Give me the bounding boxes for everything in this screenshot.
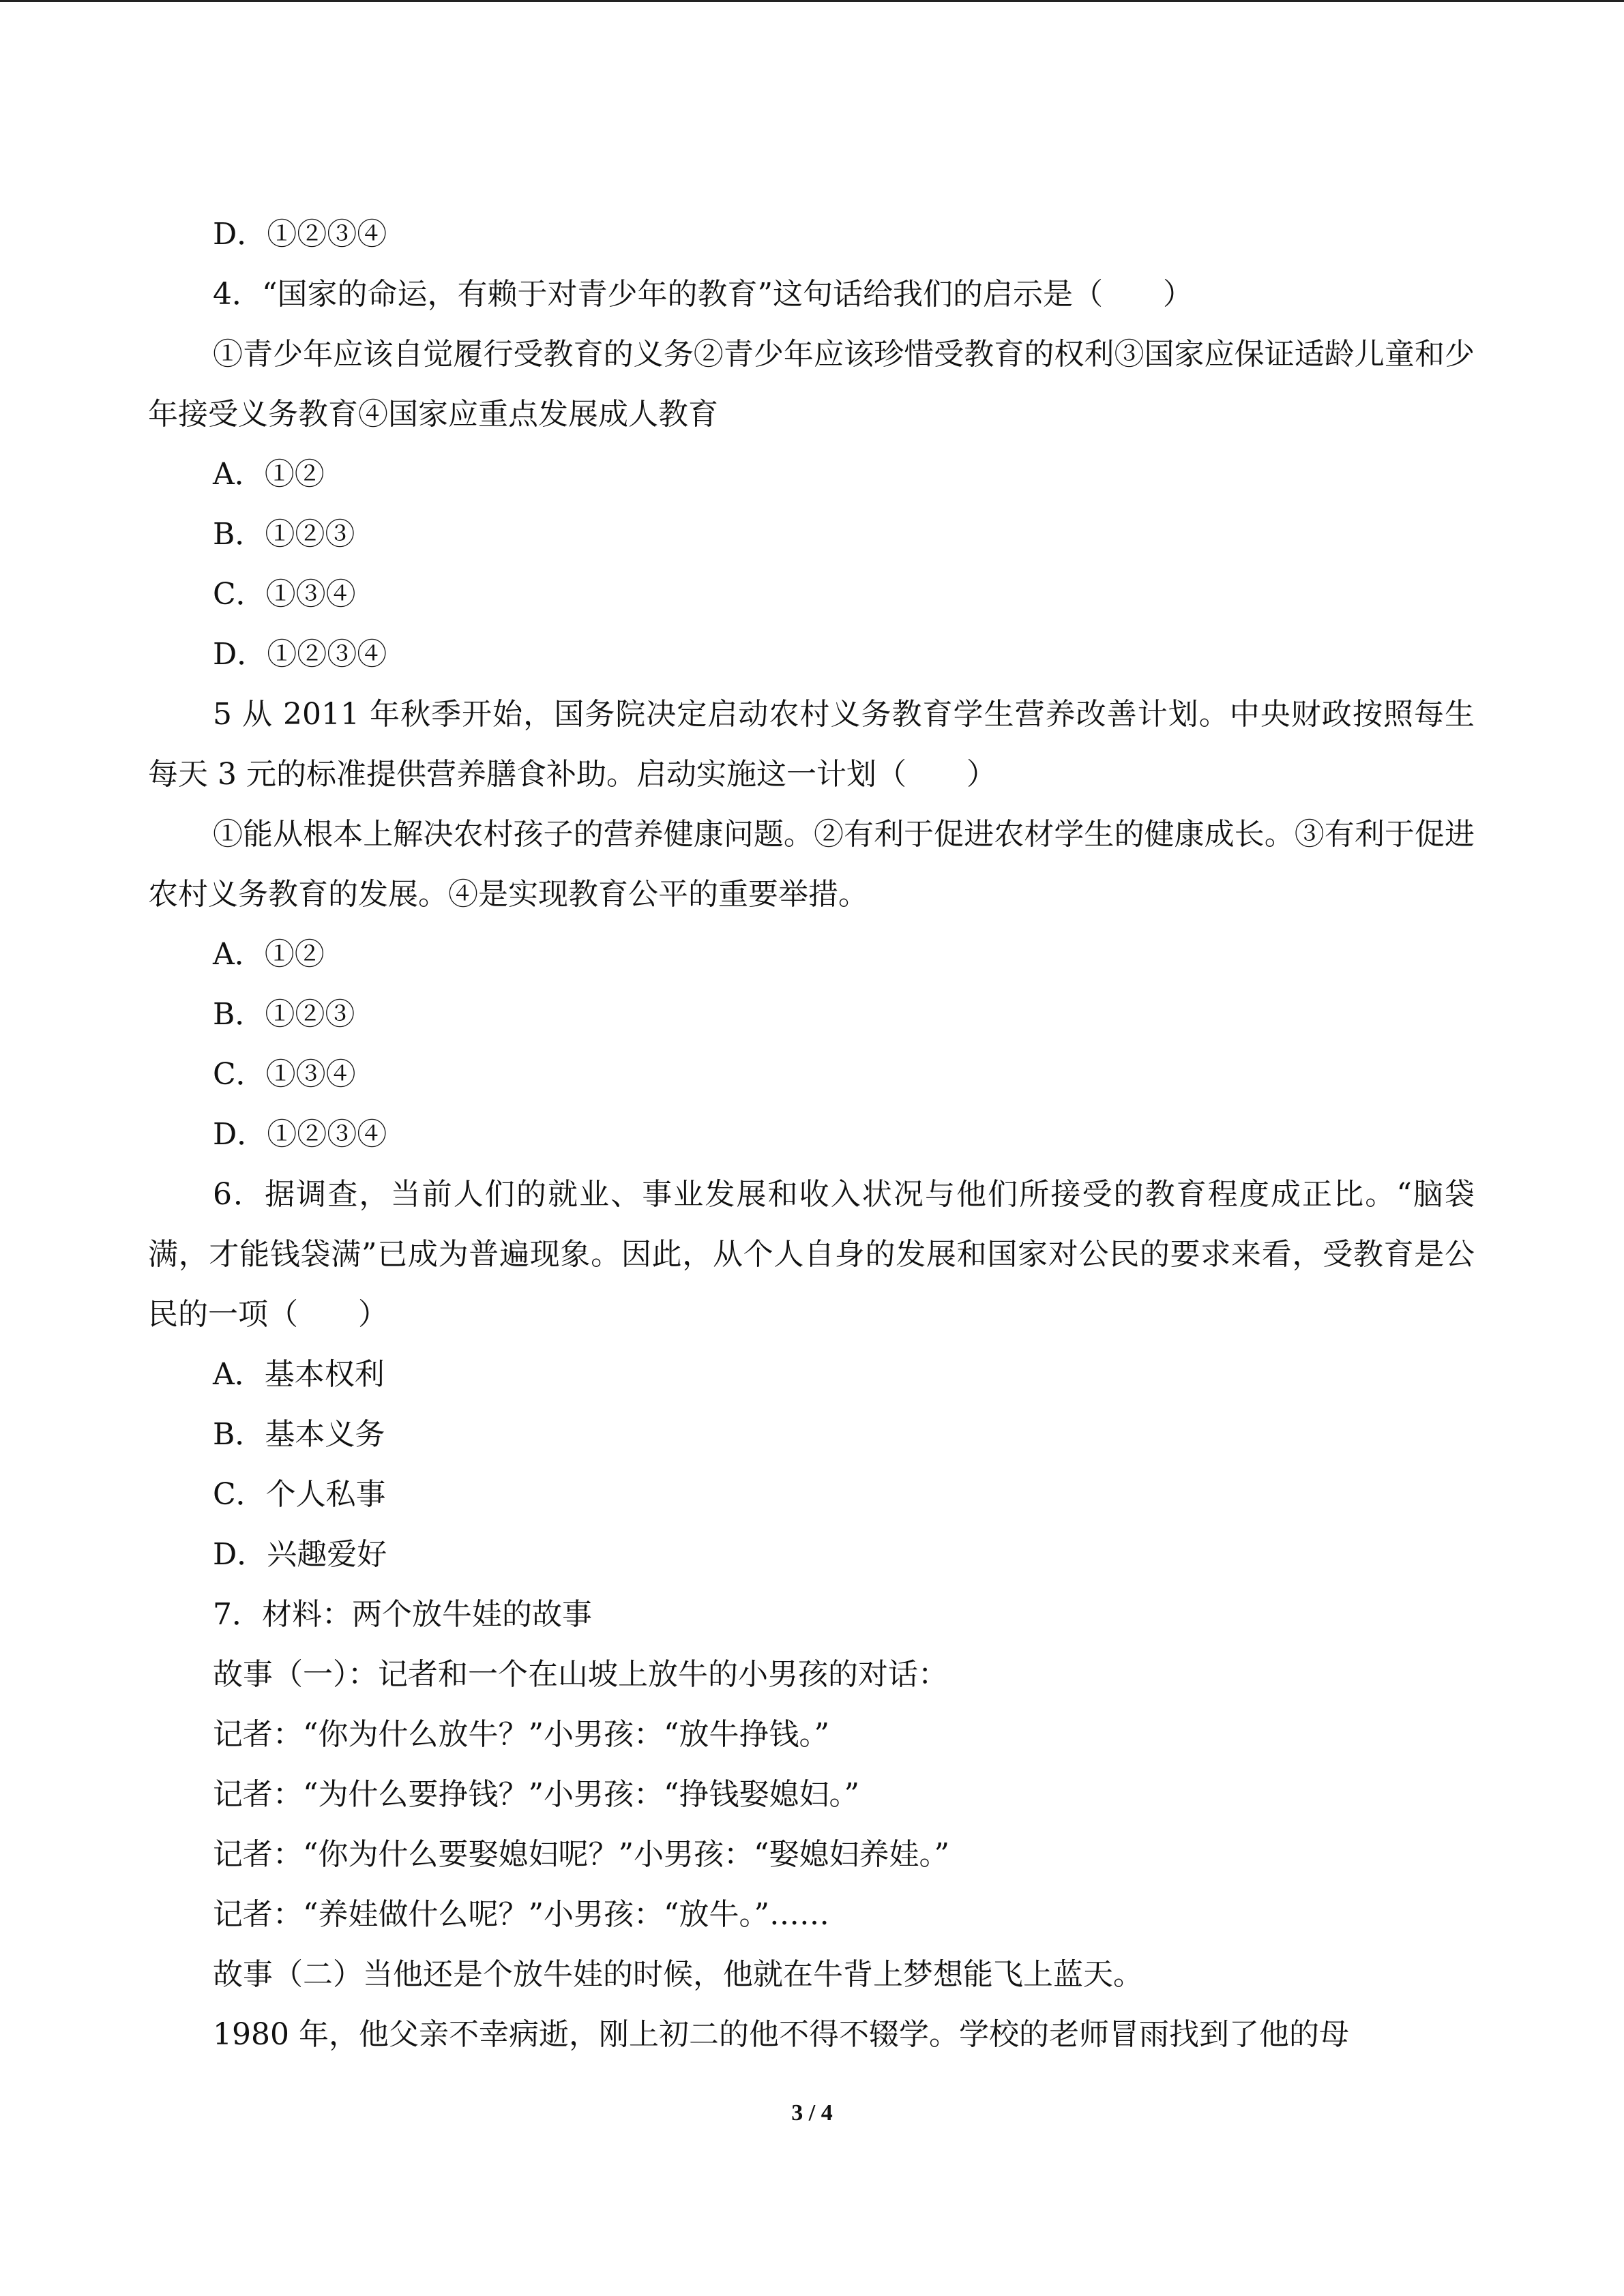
q6-stem: 6．据调查，当前人们的就业、事业发展和收入状况与他们所接受的教育程度成正比。“脑袋满，才能钱袋满”已成为普遍现象。因此，从个人自身的发展和国家对公民的要求来看，受教育是公民的一项（ ） bbox=[148, 1177, 1475, 1332]
q5-option-a: A．①② bbox=[213, 937, 325, 972]
q5-option-c: C．①③④ bbox=[213, 1057, 356, 1092]
q7-dialog-line-1: 记者：“你为什么放牛？”小男孩：“放牛挣钱。” bbox=[213, 1717, 829, 1752]
q6-option-a: A．基本权利 bbox=[213, 1357, 385, 1392]
q4-option-b: B．①②③ bbox=[213, 517, 355, 552]
q7-story-two-continued: 1980 年，他父亲不幸病逝，刚上初二的他不得不辍学。学校的老师冒雨找到了他的母 bbox=[213, 2017, 1349, 2052]
q6-option-b: B．基本义务 bbox=[213, 1417, 385, 1452]
q7-story-two-intro: 故事（二）当他还是个放牛娃的时候，他就在牛背上梦想能飞上蓝天。 bbox=[213, 1957, 1143, 1992]
q5-statements: ①能从根本上解决农村孩子的营养健康问题。②有利于促进农材学生的健康成长。③有利于促进农村义务教育的发展。④是实现教育公平的重要举措。 bbox=[148, 817, 1475, 912]
q5-option-d: D．①②③④ bbox=[213, 1117, 387, 1152]
q6-option-d: D．兴趣爱好 bbox=[213, 1537, 387, 1572]
q4-option-a: A．①② bbox=[213, 457, 325, 492]
q5-option-b: B．①②③ bbox=[213, 997, 355, 1032]
q4-statements: ①青少年应该自觉履行受教育的义务②青少年应该珍惜受教育的权利③国家应保证适龄儿童和少年接受义务教育④国家应重点发展成人教育 bbox=[148, 337, 1475, 432]
page-number: 3 / 4 bbox=[791, 2100, 833, 2126]
q4-option-c: C．①③④ bbox=[213, 577, 356, 612]
top-border-line bbox=[0, 0, 1624, 2]
q4-option-d: D．①②③④ bbox=[213, 637, 387, 672]
q7-story-one-intro: 故事（一）：记者和一个在山坡上放牛的小男孩的对话： bbox=[213, 1657, 948, 1692]
q6-option-c: C．个人私事 bbox=[213, 1477, 386, 1512]
document-page bbox=[148, 205, 1475, 2065]
q7-dialog-line-3: 记者：“你为什么要娶媳妇呢？”小男孩：“娶媳妇养娃。” bbox=[213, 1837, 949, 1872]
q7-dialog-line-2: 记者：“为什么要挣钱？”小男孩：“挣钱娶媳妇。” bbox=[213, 1777, 859, 1812]
q7-title: 7．材料：两个放牛娃的故事 bbox=[213, 1597, 592, 1632]
q4-stem: 4．“国家的命运，有赖于对青少年的教育”这句话给我们的启示是（ ） bbox=[213, 277, 1193, 312]
q3-option-d: D．①②③④ bbox=[213, 217, 387, 252]
q7-dialog-line-4: 记者：“养娃做什么呢？”小男孩：“放牛。”…… bbox=[213, 1897, 829, 1932]
q5-stem: 5 从 2011 年秋季开始，国务院决定启动农村义务教育学生营养改善计划。中央财政按照每生每天 3 元的标准提供营养膳食补助。启动实施这一计划（ ） bbox=[148, 697, 1475, 792]
